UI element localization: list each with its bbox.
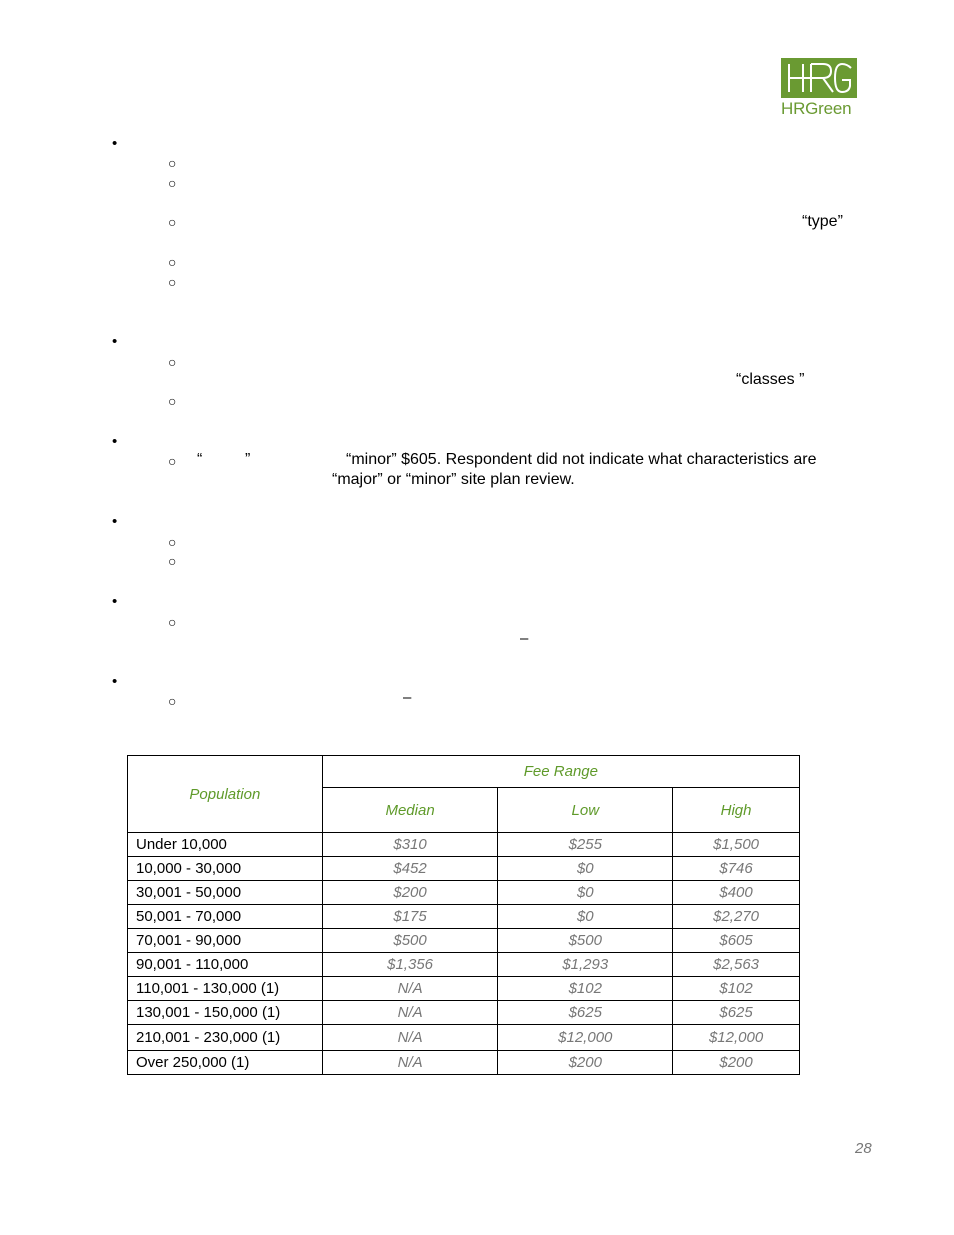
median-cell: $175 <box>322 905 498 929</box>
table-row <box>128 1051 800 1075</box>
dash-text: – <box>403 689 412 706</box>
sub-bullet-marker: ○ <box>168 614 177 630</box>
median-cell: N/A <box>322 977 498 1001</box>
bullet-marker: • <box>112 333 118 350</box>
table-row <box>128 929 800 953</box>
population-cell: Over 250,000 (1) <box>128 1051 323 1075</box>
high-cell: $746 <box>673 857 800 881</box>
logo-hrg-mark <box>781 58 857 98</box>
high-cell: $2,270 <box>673 905 800 929</box>
sub-bullet-marker: ○ <box>168 393 177 409</box>
population-cell: 10,000 - 30,000 <box>128 857 323 881</box>
high-cell: $625 <box>673 1001 800 1025</box>
fee-range-header: Fee Range <box>322 756 799 788</box>
high-cell: $605 <box>673 929 800 953</box>
population-cell: 70,001 - 90,000 <box>128 929 323 953</box>
low-cell: $0 <box>498 905 673 929</box>
median-cell: N/A <box>322 1051 498 1075</box>
low-cell: $200 <box>498 1051 673 1075</box>
low-header: Low <box>498 788 673 833</box>
sub-bullet-marker: ○ <box>168 534 177 550</box>
table-row <box>128 1001 800 1025</box>
sub-bullet-marker: ○ <box>168 254 177 270</box>
table-row <box>128 1025 800 1051</box>
high-cell: $200 <box>673 1051 800 1075</box>
close-quote: ” <box>245 451 251 468</box>
bullet-marker: • <box>112 673 118 690</box>
population-cell: 30,001 - 50,000 <box>128 881 323 905</box>
table-row <box>128 833 800 857</box>
population-cell: 130,001 - 150,000 (1) <box>128 1001 323 1025</box>
low-cell: $1,293 <box>498 953 673 977</box>
high-cell: $2,563 <box>673 953 800 977</box>
median-cell: $500 <box>322 929 498 953</box>
high-cell: $12,000 <box>673 1025 800 1051</box>
site-plan-review-text: “major” or “minor” site plan review. <box>332 471 575 488</box>
sub-bullet-marker: ○ <box>168 693 177 709</box>
sub-bullet-marker: ○ <box>168 155 177 171</box>
population-cell: 90,001 - 110,000 <box>128 953 323 977</box>
logo-mark <box>781 58 857 98</box>
table-row <box>128 857 800 881</box>
low-cell: $500 <box>498 929 673 953</box>
median-cell: $452 <box>322 857 498 881</box>
population-cell: 50,001 - 70,000 <box>128 905 323 929</box>
population-cell: Under 10,000 <box>128 833 323 857</box>
low-cell: $0 <box>498 881 673 905</box>
high-header: High <box>673 788 800 833</box>
median-cell: N/A <box>322 1001 498 1025</box>
table-row <box>128 953 800 977</box>
high-cell: $400 <box>673 881 800 905</box>
low-cell: $255 <box>498 833 673 857</box>
sub-bullet-marker: ○ <box>168 553 177 569</box>
population-cell: 210,001 - 230,000 (1) <box>128 1025 323 1051</box>
logo-name: HRGreen <box>781 99 852 118</box>
table-row <box>128 905 800 929</box>
sub-bullet-marker: ○ <box>168 214 177 230</box>
high-cell: $102 <box>673 977 800 1001</box>
low-cell: $0 <box>498 857 673 881</box>
dash-text: – <box>520 630 529 647</box>
median-cell: $1,356 <box>322 953 498 977</box>
median-cell: N/A <box>322 1025 498 1051</box>
bullet-marker: • <box>112 135 118 152</box>
classes-quote-text: “classes ” <box>736 371 805 388</box>
low-cell: $625 <box>498 1001 673 1025</box>
bullet-marker: • <box>112 513 118 530</box>
population-header: Population <box>128 756 323 833</box>
fee-range-table <box>127 755 800 1075</box>
low-cell: $12,000 <box>498 1025 673 1051</box>
minor-fee-text: “minor” $605. Respondent did not indicate what characteristics are <box>346 451 817 468</box>
table-row <box>128 977 800 1001</box>
sub-bullet-marker: ○ <box>168 354 177 370</box>
median-cell: $200 <box>322 881 498 905</box>
type-quote-text: “type” <box>802 213 843 230</box>
sub-bullet-marker: ○ <box>168 175 177 191</box>
page-number: 28 <box>855 1140 872 1157</box>
high-cell: $1,500 <box>673 833 800 857</box>
sub-bullet-marker: ○ <box>168 274 177 290</box>
sub-bullet-marker: ○ <box>168 453 177 469</box>
table-row <box>128 881 800 905</box>
population-cell: 110,001 - 130,000 (1) <box>128 977 323 1001</box>
open-quote: “ <box>197 451 203 468</box>
table-header-row <box>128 756 800 788</box>
hrgreen-logo <box>781 58 857 119</box>
bullet-marker: • <box>112 433 118 450</box>
bullet-marker: • <box>112 593 118 610</box>
low-cell: $102 <box>498 977 673 1001</box>
median-header: Median <box>322 788 498 833</box>
median-cell: $310 <box>322 833 498 857</box>
